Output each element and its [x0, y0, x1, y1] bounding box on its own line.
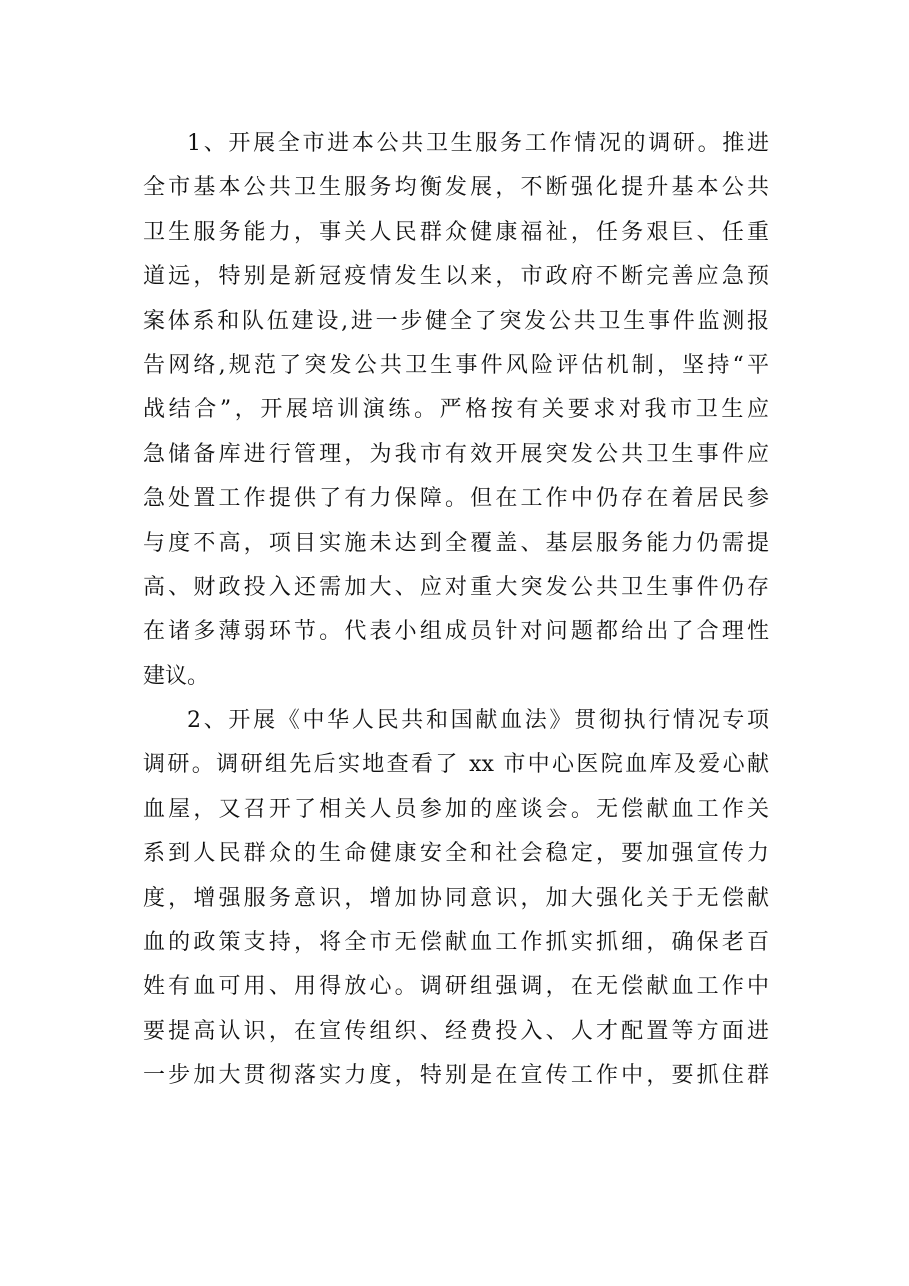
text-line: 一步加大贯彻落实力度，特别是在宣传工作中，要抓住群 — [143, 1063, 769, 1089]
text-line: 急储备库进行管理，为我市有效开展突发公共卫生事件应 — [143, 441, 769, 467]
text-line: 高、财政投入还需加大、应对重大突发公共卫生事件仍存 — [143, 574, 769, 600]
text-line: 在诸多薄弱环节。代表小组成员针对问题都给出了合理性 — [143, 619, 769, 645]
text-line: 调研。调研组先后实地查看了 xx 市中心医院血库及爱心献 — [143, 752, 769, 778]
text-line: 1、开展全市进本公共卫生服务工作情况的调研。推进 — [187, 131, 769, 156]
text-line: 与度不高，项目实施未达到全覆盖、基层服务能力仍需提 — [143, 530, 769, 556]
text-line: 系到人民群众的生命健康安全和社会稳定，要加强宣传力 — [143, 841, 769, 867]
text-line: 血的政策支持，将全市无偿献血工作抓实抓细，确保老百 — [143, 930, 769, 956]
text-line: 2、开展《中华人民共和国献血法》贯彻执行情况专项 — [187, 708, 769, 734]
text-line: 战结合”，开展培训演练。严格按有关要求对我市卫生应 — [143, 397, 769, 423]
text-line: 全市基本公共卫生服务均衡发展，不断强化提升基本公共 — [143, 175, 769, 201]
text-line: 卫生服务能力，事关人民群众健康福祉，任务艰巨、任重 — [143, 219, 769, 245]
text-line: 告网络,规范了突发公共卫生事件风险评估机制，坚持“平 — [143, 352, 769, 378]
text-line: 建议。 — [143, 663, 210, 689]
document-body — [143, 122, 769, 1099]
text-line: 案体系和队伍建设,进一步健全了突发公共卫生事件监测报 — [143, 308, 769, 334]
text-line: 道远，特别是新冠疫情发生以来，市政府不断完善应急预 — [143, 264, 769, 290]
paragraph-1 — [143, 122, 769, 699]
text-line: 度，增强服务意识，增加协同意识，加大强化关于无偿献 — [143, 885, 769, 911]
text-line: 血屋，又召开了相关人员参加的座谈会。无偿献血工作关 — [143, 796, 769, 822]
paragraph-2 — [143, 699, 769, 1099]
text-line: 姓有血可用、用得放心。调研组强调，在无偿献血工作中 — [143, 974, 769, 1000]
text-line: 要提高认识，在宣传组织、经费投入、人才配置等方面进 — [143, 1018, 769, 1044]
text-line: 急处置工作提供了有力保障。但在工作中仍存在着居民参 — [143, 486, 769, 512]
